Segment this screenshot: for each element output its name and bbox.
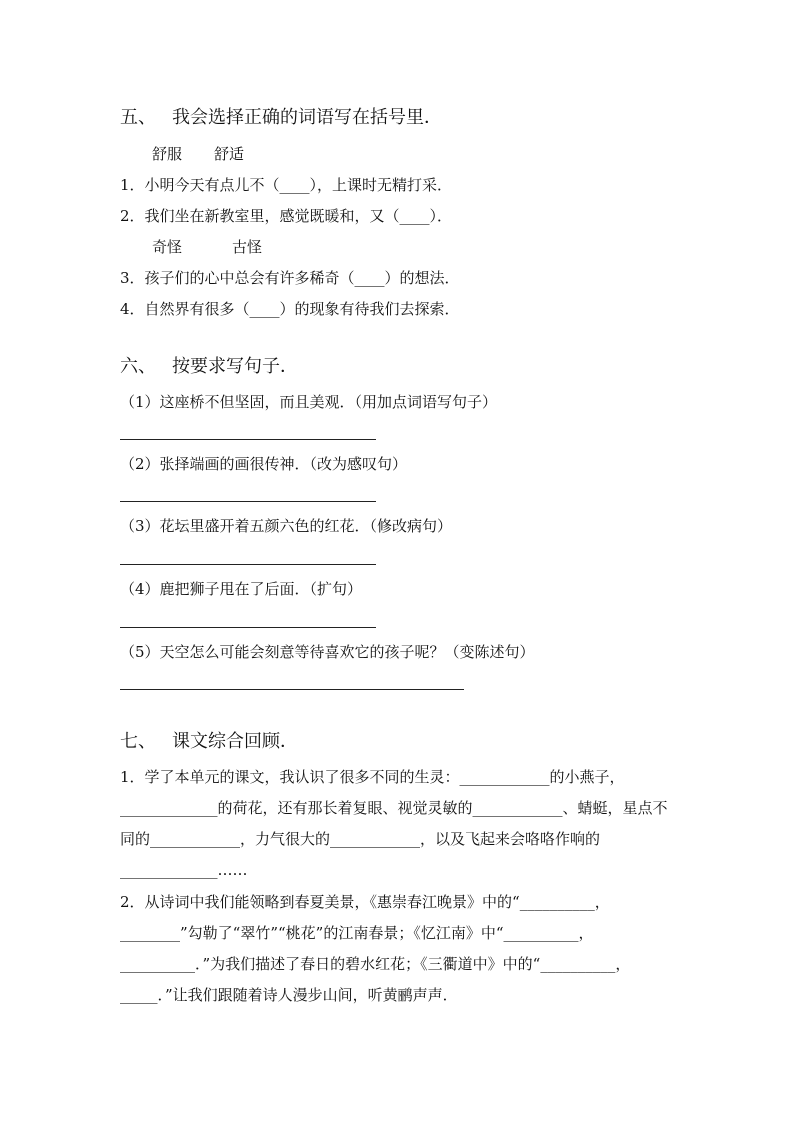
section6-item-1: （1）这座桥不但坚固，而且美观．（用加点词语写句子） bbox=[120, 393, 498, 411]
answer-line-3[interactable] bbox=[120, 564, 376, 565]
section6-title: 按要求写句子． bbox=[172, 356, 298, 377]
word-option-3: 奇怪 bbox=[152, 238, 183, 256]
section6-item-2: （2）张择端画的画很传神．（改为感叹句） bbox=[120, 455, 408, 473]
section7-title: 课文综合回顾． bbox=[172, 731, 298, 752]
answer-line-5[interactable] bbox=[120, 689, 464, 690]
word-option-4: 古怪 bbox=[232, 238, 263, 256]
section7-question-2: 2．从诗词中我们能领略到春夏美景，《惠崇春江晚景》中的“__________，________”勾勒了“翠竹”“桃花”的江南春景；《忆江南》中“__________，__________．”为我们描述了春日的碧水红花；《三衢道中》中的“__________，_____．”让我们跟随着诗人漫步山间，听黄鹂声声． bbox=[120, 893, 631, 1004]
answer-line-4[interactable] bbox=[120, 627, 376, 628]
word-option-2: 舒适 bbox=[214, 145, 245, 163]
section6-item-5: （5）天空怎么可能会刻意等待喜欢它的孩子呢？（变陈述句） bbox=[120, 643, 535, 661]
section7-heading bbox=[120, 730, 298, 754]
section5-heading bbox=[120, 106, 442, 130]
section5-question-2: 2．我们坐在新教室里，感觉既暖和，又（____）． bbox=[120, 207, 453, 225]
section6-heading bbox=[120, 355, 298, 379]
section6-item-4: （4）鹿把狮子甩在了后面．（扩句） bbox=[120, 580, 363, 598]
section5-number: 五、 bbox=[120, 107, 156, 128]
section6-number: 六、 bbox=[120, 356, 156, 377]
section5-question-4: 4．自然界有很多（____）的现象有待我们去探索． bbox=[120, 300, 460, 318]
answer-line-2[interactable] bbox=[120, 501, 376, 502]
section5-question-3: 3．孩子们的心中总会有许多稀奇（____）的想法． bbox=[120, 269, 460, 287]
section7-number: 七、 bbox=[120, 731, 156, 752]
section5-question-1: 1．小明今天有点儿不（____），上课时无精打采． bbox=[120, 176, 453, 194]
section7-question-1: 1．学了本单元的课文，我认识了很多不同的生灵：____________的小燕子，_____________的荷花，还有那长着复眼、视觉灵敏的____________、蜻蜓，星点不同的____________，力气很大的____________，以及飞起来会咯咯作响的_____________…… bbox=[120, 768, 668, 879]
section5-title: 我会选择正确的词语写在括号里． bbox=[172, 107, 442, 128]
word-option-1: 舒服 bbox=[152, 145, 183, 163]
answer-line-1[interactable] bbox=[120, 439, 376, 440]
section6-item-3: （3）花坛里盛开着五颜六色的红花．（修改病句） bbox=[120, 517, 453, 535]
